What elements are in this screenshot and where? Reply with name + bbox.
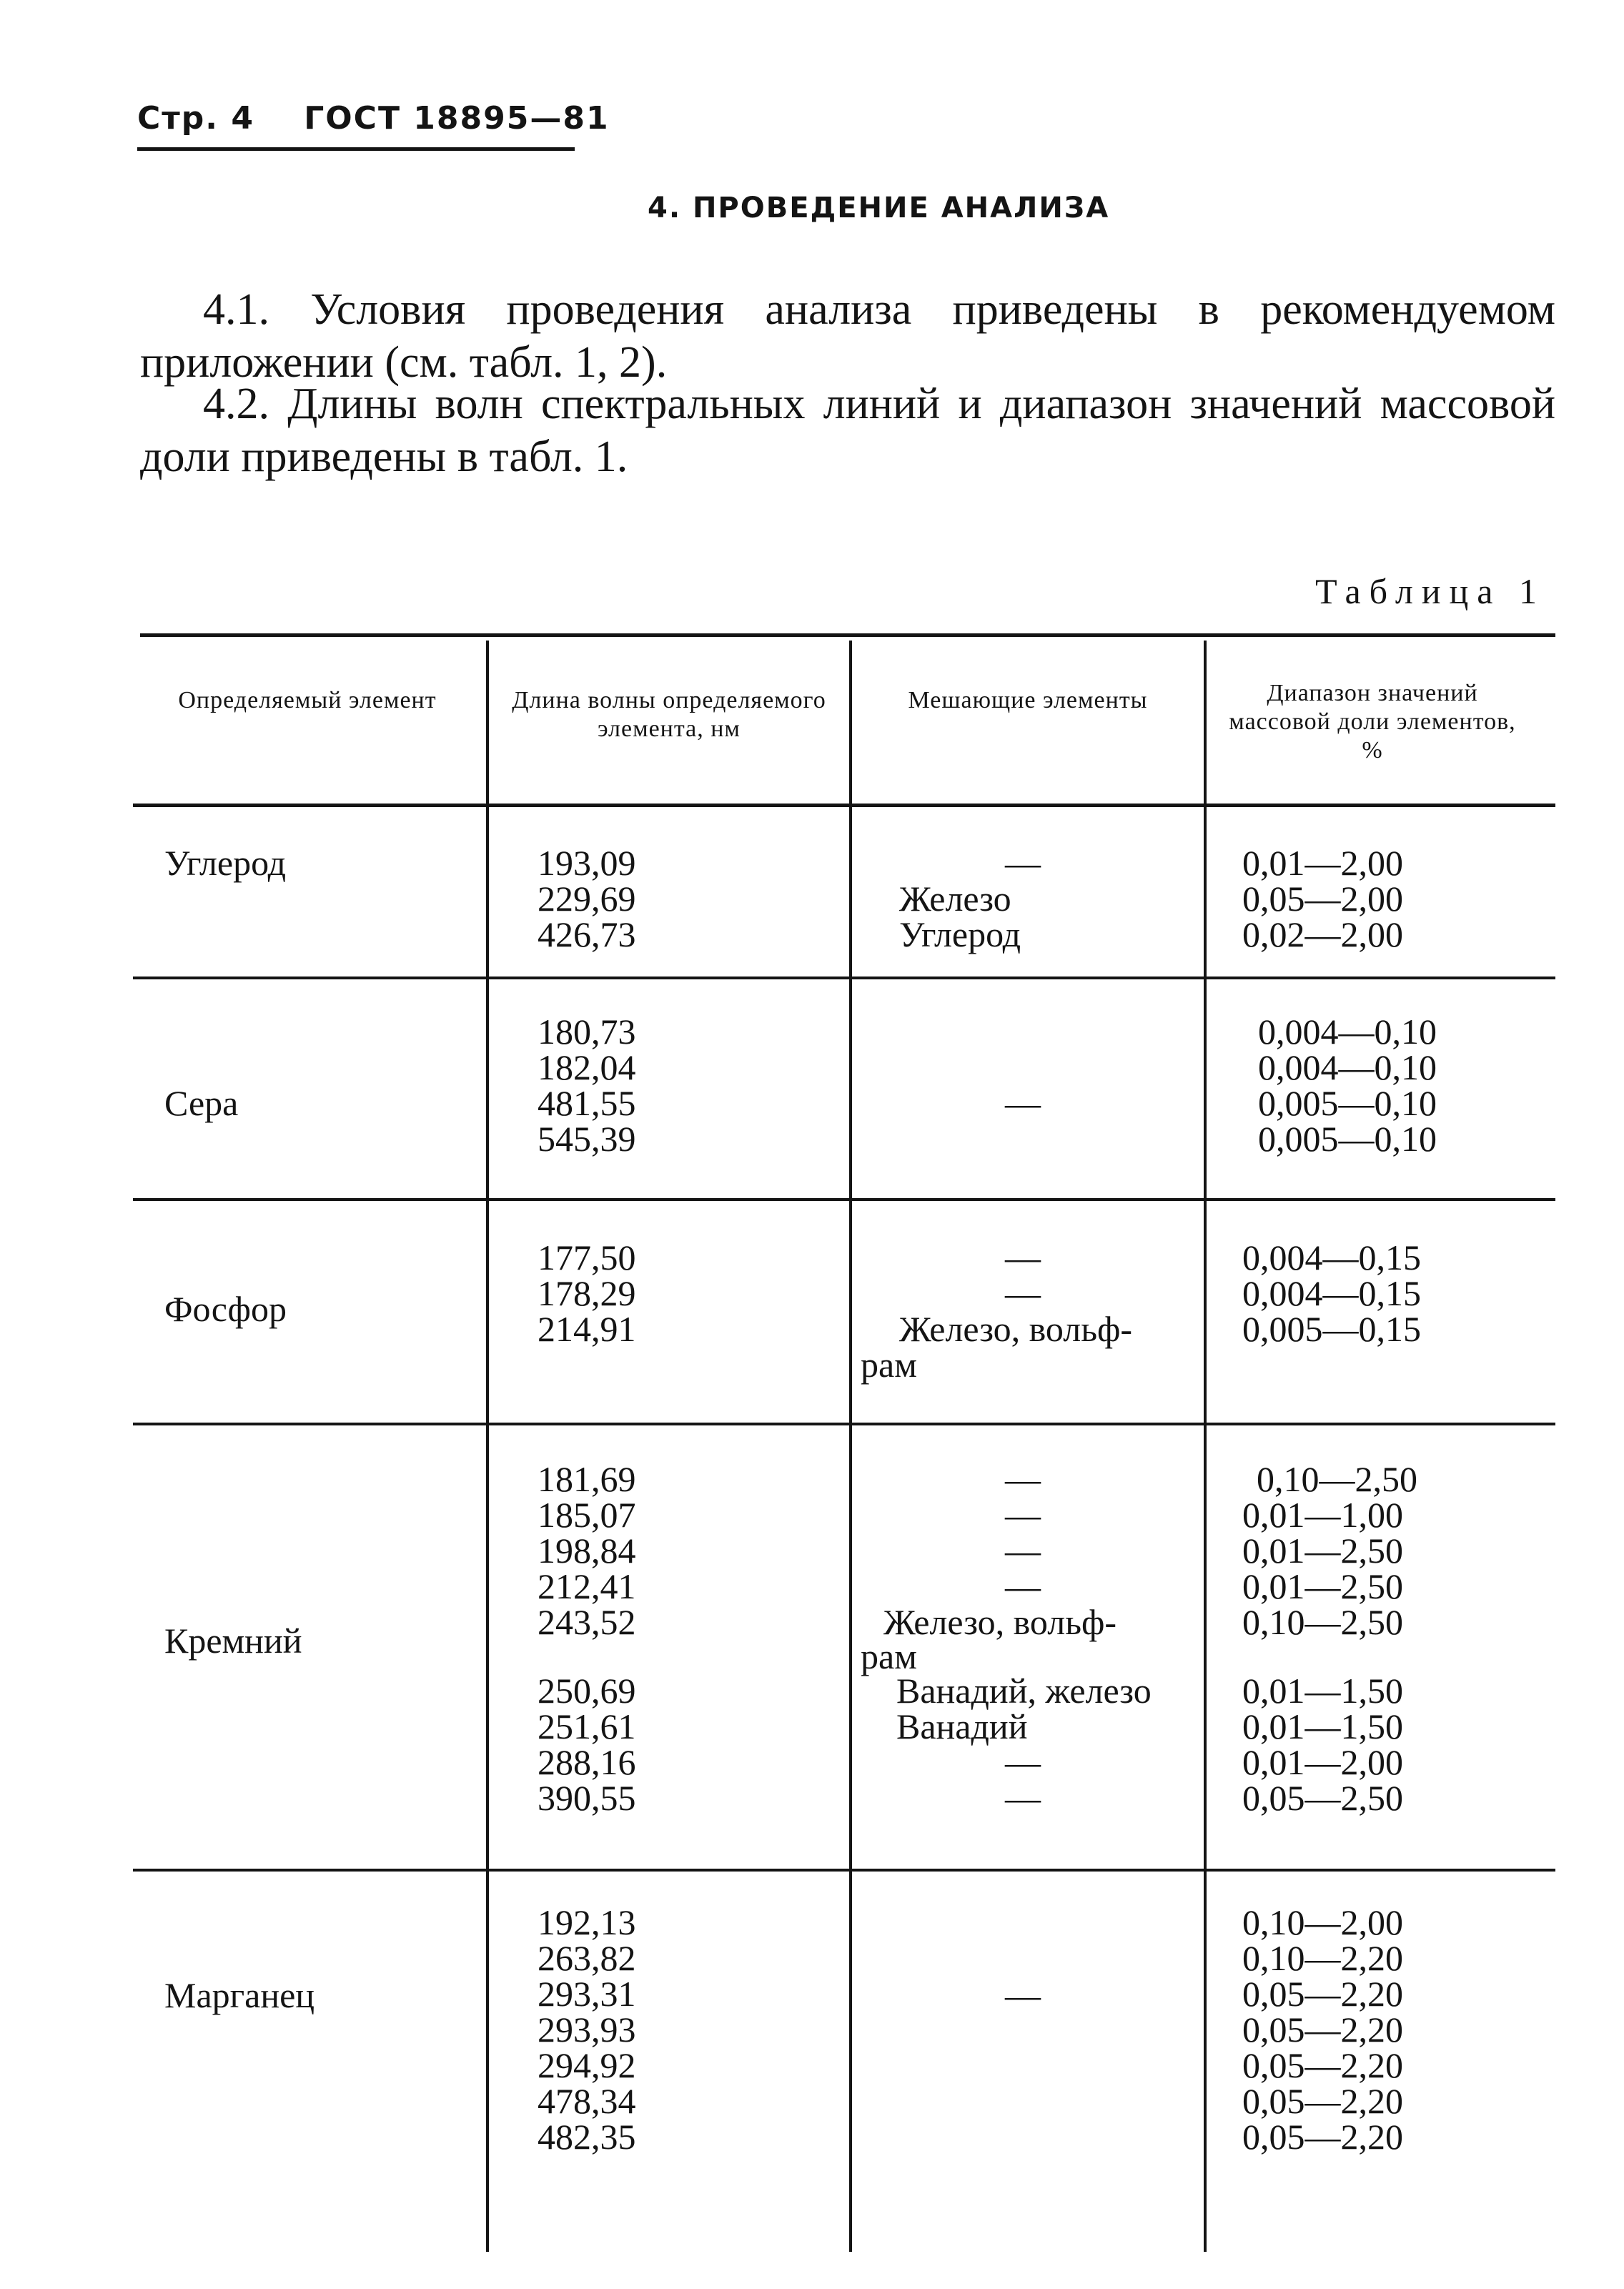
page-header [137, 100, 610, 137]
range-value: 0,05—2,20 [1242, 2045, 1403, 2085]
page-number: Стр. 4 [137, 100, 254, 137]
range-value: 0,01—2,50 [1242, 1566, 1403, 1606]
interfering-value: Железо, вольф- [899, 1309, 1133, 1349]
row-sulfur-ranges [1258, 1014, 1437, 1157]
interfering-value: — [1005, 1566, 1041, 1606]
range-value: 0,05—2,20 [1242, 2117, 1403, 2157]
interfering-value: Железо [899, 879, 1011, 919]
interfering-value: — [1005, 1742, 1041, 1782]
interfering-value: Углерод [899, 914, 1021, 954]
header-range: Диапазон значений массовой доли элементов, % [1229, 680, 1516, 763]
wavelength-value: 288,16 [538, 1742, 636, 1782]
paragraph-4-1-text: 4.1. Условия проведения анализа приведены в рекомендуемом приложении (см. табл. 1, 2). [140, 285, 1555, 387]
range-value: 0,01—2,00 [1242, 1742, 1403, 1782]
header-element: Определяемый элемент [178, 687, 437, 713]
range-value: 0,01—1,50 [1242, 1671, 1403, 1711]
paragraph-4-1 [140, 283, 1555, 389]
wavelength-value: 545,39 [538, 1119, 636, 1159]
wavelength-value: 178,29 [538, 1273, 636, 1313]
row-manganese-element: Марганец [164, 1975, 315, 2015]
wavelength-value: 214,91 [538, 1309, 636, 1349]
header-underline [137, 147, 575, 151]
range-value: 0,05—2,20 [1242, 1974, 1403, 2014]
range-value: 0,004—0,15 [1242, 1273, 1421, 1313]
wavelength-value: 212,41 [538, 1566, 636, 1606]
interfering-value: — [1005, 1531, 1041, 1571]
row-sulfur-wavelengths [538, 1014, 636, 1157]
interfering-value: — [1005, 843, 1041, 883]
table-header-rule [133, 804, 1555, 807]
wavelength-value: 478,34 [538, 2081, 636, 2121]
column-divider [849, 641, 852, 2252]
wavelength-value: 482,35 [538, 2117, 636, 2157]
range-value: 0,01—2,50 [1242, 1531, 1403, 1571]
wavelength-value: 250,69 [538, 1671, 636, 1711]
row-phosphorus-wavelengths [538, 1237, 636, 1349]
row-silicon-interfering [855, 1461, 1191, 1816]
range-value: 0,004—0,10 [1258, 1012, 1437, 1052]
header-interfering: Мешающие элементы [908, 687, 1148, 713]
row-manganese-wavelengths [538, 1904, 636, 2155]
row-carbon-interfering [855, 845, 1191, 952]
wavelength-value: 390,55 [538, 1778, 636, 1818]
table-top-rule [140, 633, 1555, 637]
wavelength-value: 229,69 [538, 879, 636, 919]
wavelength-value: 198,84 [538, 1531, 636, 1571]
row-phosphorus-ranges [1242, 1237, 1421, 1349]
wavelength-value: 294,92 [538, 2045, 636, 2085]
row-manganese-ranges [1242, 1904, 1403, 2155]
range-value: 0,01—1,50 [1242, 1706, 1403, 1746]
row-phosphorus-interfering [855, 1237, 1191, 1385]
range-value: 0,05—2,20 [1242, 2009, 1403, 2050]
row-divider [133, 1869, 1555, 1872]
interfering-value: Железо, вольф- [883, 1602, 1117, 1642]
wavelength-value: 293,93 [538, 2009, 636, 2050]
range-value: 0,05—2,20 [1242, 2081, 1403, 2121]
row-sulfur-element: Сера [164, 1083, 239, 1123]
interfering-value: Ванадий [896, 1706, 1028, 1746]
interfering-value: — [1005, 1273, 1041, 1313]
range-value: 0,10—2,50 [1242, 1602, 1403, 1642]
interfering-value: — [1005, 1083, 1041, 1123]
range-value: 0,004—0,15 [1242, 1237, 1421, 1277]
range-value: 0,005—0,10 [1258, 1119, 1437, 1159]
wavelength-value: 481,55 [538, 1083, 636, 1123]
wavelength-value: 181,69 [538, 1459, 636, 1499]
range-value: 0,05—2,50 [1242, 1778, 1403, 1818]
wavelength-value: 177,50 [538, 1237, 636, 1277]
column-divider [1204, 641, 1207, 2252]
wavelength-value: 243,52 [538, 1602, 636, 1642]
row-phosphorus-element: Фосфор [164, 1289, 287, 1329]
wavelength-value: 293,31 [538, 1974, 636, 2014]
wavelength-value: 182,04 [538, 1047, 636, 1087]
range-value: 0,01—1,00 [1242, 1495, 1403, 1535]
range-value: 0,01—2,00 [1242, 843, 1403, 883]
wavelength-value: 193,09 [538, 843, 636, 883]
range-value: 0,005—0,15 [1242, 1309, 1421, 1349]
range-value: 0,10—2,00 [1242, 1902, 1403, 1942]
wavelength-value: 251,61 [538, 1706, 636, 1746]
range-value: 0,05—2,00 [1242, 879, 1403, 919]
wavelength-value: 263,82 [538, 1938, 636, 1978]
standard-number: ГОСТ 18895—81 [304, 100, 610, 137]
interfering-value: рам [861, 1636, 917, 1676]
wavelength-value: 426,73 [538, 914, 636, 954]
row-carbon-wavelengths [538, 845, 636, 952]
row-manganese-interfering [855, 1977, 1191, 2013]
interfering-value: — [1005, 1778, 1041, 1818]
range-value: 0,02—2,00 [1242, 914, 1403, 954]
wavelength-value: 185,07 [538, 1495, 636, 1535]
row-silicon-wavelengths [538, 1461, 636, 1816]
row-carbon-element: Углерод [164, 843, 287, 883]
interfering-value: Ванадий, железо [896, 1671, 1152, 1711]
range-value: 0,10—2,50 [1257, 1459, 1417, 1499]
wavelength-value: 192,13 [538, 1902, 636, 1942]
table-caption: Таблица 1 [1315, 571, 1545, 611]
row-divider [133, 1198, 1555, 1201]
interfering-value: — [1005, 1495, 1041, 1535]
row-sulfur-interfering [855, 1085, 1191, 1121]
header-wavelength: Длина волны определяемого элемента, нм [512, 687, 826, 742]
paragraph-4-2 [140, 377, 1555, 483]
row-carbon-ranges [1242, 845, 1403, 952]
range-value: 0,005—0,10 [1258, 1083, 1437, 1123]
range-value: 0,10—2,20 [1242, 1938, 1403, 1978]
row-silicon-element: Кремний [164, 1621, 302, 1661]
interfering-value: рам [861, 1345, 917, 1385]
wavelength-value: 180,73 [538, 1012, 636, 1052]
section-title: 4. ПРОВЕДЕНИЕ АНАЛИЗА [648, 192, 1110, 224]
row-silicon-ranges [1242, 1461, 1417, 1816]
paragraph-4-2-text: 4.2. Длины волн спектральных линий и диапазон значений массовой доли приведены в табл. 1. [140, 380, 1555, 481]
row-divider [133, 977, 1555, 979]
column-divider [486, 641, 489, 2252]
row-divider [133, 1423, 1555, 1425]
interfering-value: — [1005, 1975, 1041, 2015]
range-value: 0,004—0,10 [1258, 1047, 1437, 1087]
interfering-value: — [1005, 1459, 1041, 1499]
interfering-value: — [1005, 1237, 1041, 1277]
